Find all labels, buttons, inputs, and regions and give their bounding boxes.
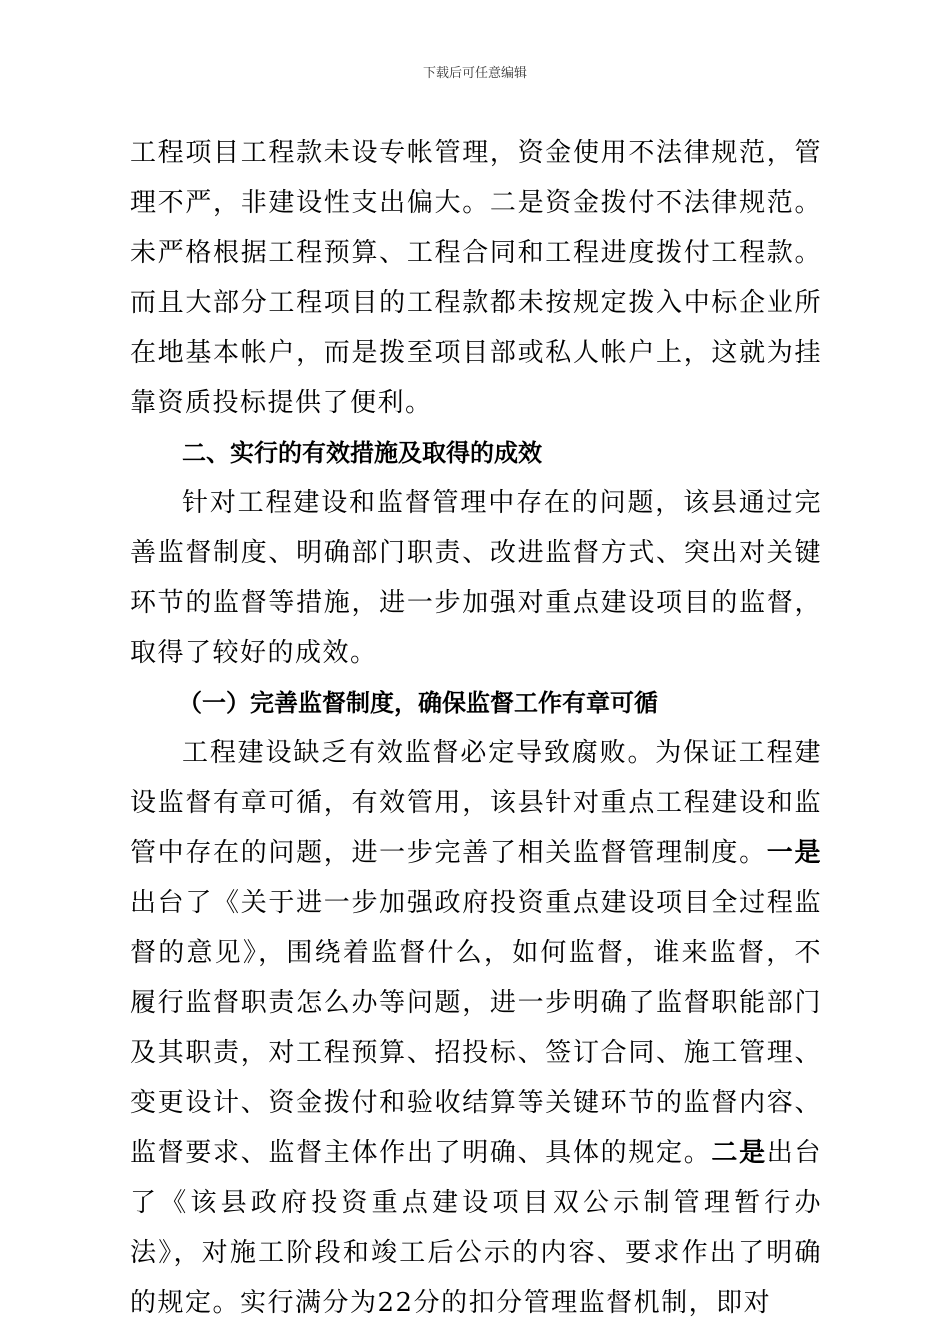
emphasis-marker: 一是 (766, 838, 822, 868)
section-intro-paragraph: 针对工程建设和监督管理中存在的问题，该县通过完善监督制度、明确部门职责、改进监督方式、突出对关键环节的监督等措施，进一步加强对重点建设项目的监督，取得了较好的成效。 (130, 488, 822, 668)
subsection-body-paragraph (130, 728, 822, 1328)
subsection-heading: （一）完善监督制度，确保监督工作有章可循 (178, 689, 658, 717)
emphasis-marker: 二是 (711, 1138, 767, 1168)
paragraph-continuation: 工程项目工程款未设专帐管理，资金使用不法律规范，管理不严，非建设性支出偏大。二是资金拨付不法律规范。未严格根据工程预算、工程合同和工程进度拨付工程款。而且大部分工程项目的工程款都未按规定拨入中标企业所在地基本帐户，而是拨至项目部或私人帐户上，这就为挂靠资质投标提供了便利。 (130, 138, 822, 418)
page-header-note: 下载后可任意编辑 (422, 66, 527, 81)
section-heading: 二、实行的有效措施及取得的成效 (182, 439, 542, 467)
body-text-part: 工程建设缺乏有效监督必定导致腐败。为保证工程建设监督有章可循，有效管用，该县针对重点工程建设和监管中存在的问题，进一步完善了相关监督管理制度。 (130, 738, 822, 868)
body-text-part: 出台了《该县政府投资重点建设项目双公示制管理暂行办法》，对施工阶段和竣工后公示的内容、要求作出了明确的规定。实行满分为22分的扣分管理监督机制，即对 (130, 1138, 822, 1318)
body-text-part: 出台了《关于进一步加强政府投资重点建设项目全过程监督的意见》，围绕着监督什么，如何监督，谁来监督，不履行监督职责怎么办等问题，进一步明确了监督职能部门及其职责，对工程预算、招投标、签订合同、施工管理、变更设计、资金拨付和验收结算等关键环节的监督内容、监督要求、监督主体作出了明确、具体的规定。 (130, 888, 822, 1168)
document-body (130, 128, 822, 1328)
